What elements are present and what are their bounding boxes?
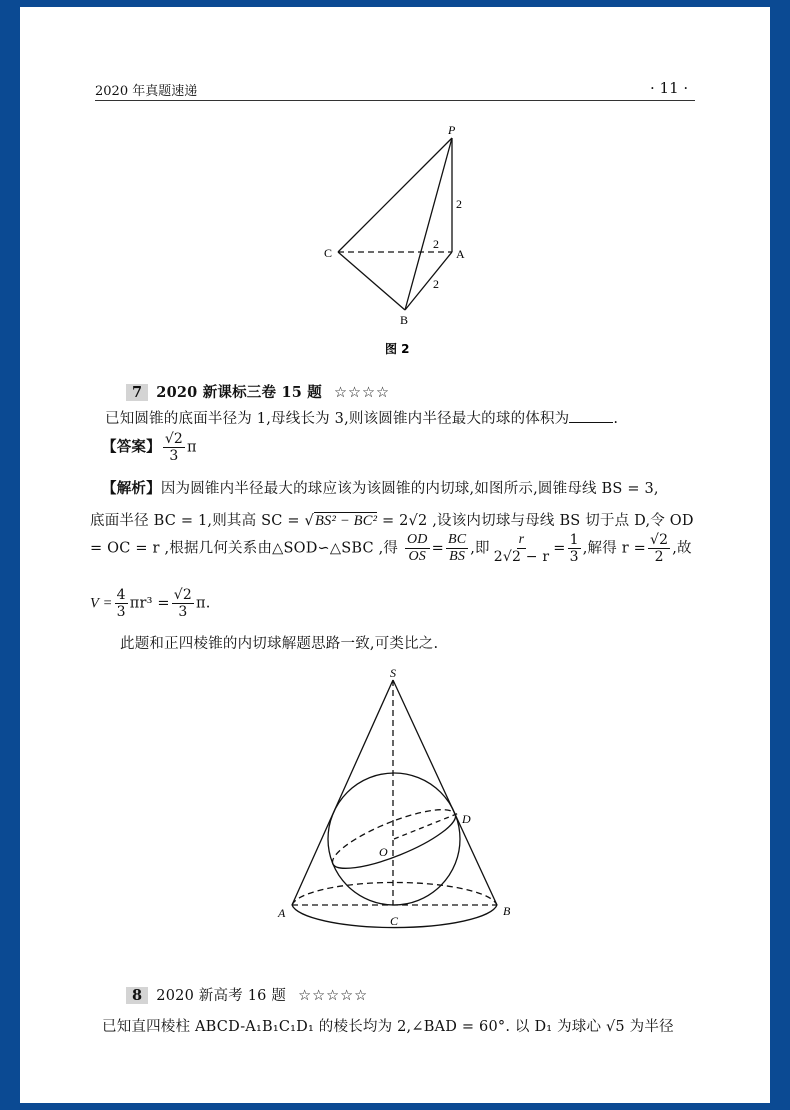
edge-cb [338,252,405,310]
edge-pb [405,138,452,310]
frac-r: r [517,532,527,549]
cone-generatrix-sb [393,680,497,905]
frac-3c: 3 [178,604,188,621]
edge-pc [338,138,452,252]
frac-sqrt2b: √2 [173,587,192,603]
label-c: C [324,246,333,260]
q7-header [126,381,390,402]
label-s: S [390,666,396,680]
label-b: B [503,904,511,918]
q7-question [105,407,618,428]
analysis-sqrt: BS² − BC² [314,513,378,529]
q7-analysis-line2 [90,509,694,530]
label-d: D [462,812,471,826]
frac-2sqrt2-r: 2√2 − r [493,549,550,566]
q7-question-text: 已知圆锥的底面半径为 1,母线长为 3,则该圆锥内半径最大的球的体积为 [105,411,570,427]
answer-denominator: 3 [169,448,179,465]
book-page [20,7,770,1103]
q8-number: 8 [126,987,148,1004]
equals: = [431,540,444,557]
figure-2-tetrahedron [20,7,770,367]
frac-4: 4 [116,587,126,603]
label-a: A [278,906,286,920]
label-p: P [448,123,456,137]
label-b: B [400,313,409,327]
analysis-label: 【解析】 [102,480,161,497]
edge-label-pa: 2 [456,197,462,211]
q7-source: 2020 新课标三卷 15 题 [156,384,322,401]
analysis-text-2c: = 2√2 ,设该内切球与母线 BS 切于点 D,令 OD [377,513,694,529]
q8-difficulty-stars: ☆☆☆☆☆ [298,988,369,1004]
q7-answer [102,431,197,464]
frac-1: 1 [569,532,579,548]
volume-end: π. [196,595,211,612]
q7-analysis-line3 [90,532,692,565]
q7-number: 7 [126,384,148,401]
q7-volume-line [90,587,211,620]
tangent-circle-back [326,799,455,864]
q7-question-end: . [613,411,619,427]
frac-od: OD [405,532,430,549]
cone-base-back [292,882,497,905]
answer-label: 【答案】 [102,438,161,456]
label-o: O [379,845,388,859]
tangent-circle-front [333,814,462,879]
page-number: · 11 · [650,79,689,97]
frac-2: 2 [654,549,664,566]
frac-3: 3 [569,549,579,566]
edge-label-ab: 2 [433,277,439,291]
frac-3b: 3 [116,604,126,621]
label-a: A [456,247,465,261]
volume-prefix: V = [90,595,113,612]
answer-numerator: √2 [164,431,184,447]
edge-label-ca: 2 [433,237,439,251]
analysis-text-3c: ,解得 r = [582,540,646,557]
answer-blank [569,422,613,423]
analysis-text-2a: 底面半径 BC = 1,则其高 SC = √ [90,513,314,529]
frac-bc: BC [446,532,468,549]
q7-analysis-line1 [102,477,659,498]
analysis-text-3a: = OC = r ,根据几何关系由△SOD∽△SBC ,得 [90,540,399,557]
q7-difficulty-stars: ☆☆☆☆ [333,385,390,401]
q8-question: 已知直四棱柱 ABCD-A₁B₁C₁D₁ 的棱长均为 2,∠BAD = 60°. 以 D₁ 为球心 √5 为半径 [102,1019,674,1035]
analysis-text-1: 因为圆锥内半径最大的球应该为该圆锥的内切球,如图所示,圆锥母线 BS = 3, [160,481,659,497]
answer-pi: π [187,439,197,456]
frac-os: OS [408,549,427,565]
edge-ab [405,252,452,310]
analysis-text-3d: ,故 [672,540,692,557]
cone-inscribed-sphere-figure [20,647,770,947]
q8-header [126,984,368,1005]
frac-bs: BS [449,549,466,565]
running-header: 2020 年真题速递 [95,84,198,99]
equals: = [553,540,566,557]
frac-sqrt2: √2 [650,532,669,548]
figure-2-caption: 图 2 [385,342,410,356]
cone-generatrix-sa [292,680,393,905]
q8-source: 2020 新高考 16 题 [156,988,287,1004]
volume-mid: πr³ = [129,595,170,612]
q7-note: 此题和正四棱锥的内切球解题思路一致,可类比之. [120,636,439,652]
label-c: C [390,914,399,928]
analysis-text-3b: ,即 [470,540,490,557]
